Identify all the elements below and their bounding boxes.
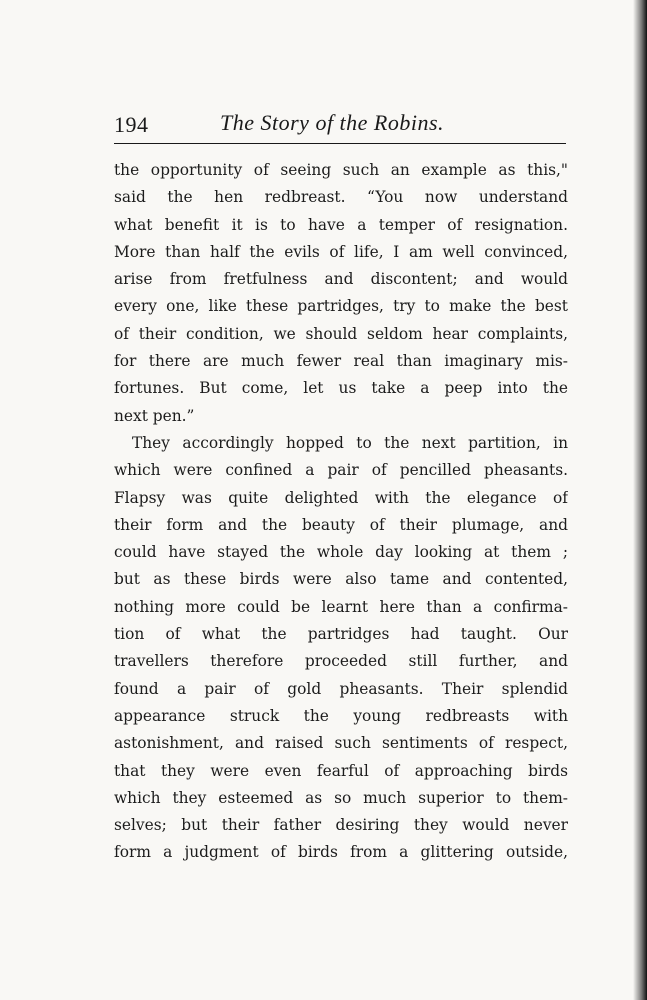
- body-text: [114, 157, 568, 867]
- text-line: Flapsy was quite delighted with the elegance of: [114, 488, 568, 507]
- text-line: arise from fretfulness and discontent; and would: [114, 270, 568, 289]
- text-line: found a pair of gold pheasants. Their splendid: [114, 679, 568, 698]
- text-line: could have stayed the whole day looking at them ;: [114, 543, 568, 562]
- text-line: of their condition, we should seldom hear complaints,: [114, 324, 568, 343]
- text-line: astonishment, and raised such sentiments of respect,: [114, 734, 568, 753]
- text-line: which were confined a pair of pencilled pheasants.: [114, 461, 568, 480]
- page-edge-shadow: [633, 0, 647, 1000]
- paragraph: [114, 157, 568, 430]
- text-line: what benefit it is to have a temper of resignation.: [114, 215, 568, 234]
- running-title: The Story of the Robins.: [220, 110, 445, 135]
- text-line: form a judgment of birds from a glittering outside,: [114, 843, 568, 862]
- text-line: nothing more could be learnt here than a confirma-: [114, 597, 568, 616]
- text-line: appearance struck the young redbreasts with: [114, 706, 568, 725]
- text-line: said the hen redbreast. “You now understand: [114, 188, 568, 207]
- text-line: selves; but their father desiring they would never: [114, 816, 568, 835]
- text-line: that they were even fearful of approaching birds: [114, 761, 568, 780]
- page-number: 194: [114, 112, 149, 137]
- header-rule: [114, 143, 566, 144]
- text-line: which they esteemed as so much superior to them-: [114, 788, 568, 807]
- text-line: fortunes. But come, let us take a peep into the: [114, 379, 568, 398]
- text-line: their form and the beauty of their plumage, and: [114, 515, 568, 534]
- text-line: next pen.”: [114, 406, 195, 425]
- text-line: travellers therefore proceeded still further, and: [114, 652, 568, 671]
- text-line: tion of what the partridges had taught. Our: [114, 625, 568, 644]
- text-line: the opportunity of seeing such an example as this,": [114, 161, 568, 179]
- text-line: but as these birds were also tame and contented,: [114, 570, 568, 589]
- page-header: [114, 106, 566, 140]
- paragraph: [114, 430, 568, 867]
- text-line: More than half the evils of life, I am well convinced,: [114, 242, 568, 261]
- text-line: They accordingly hopped to the next partition, in: [132, 433, 568, 452]
- text-line: for there are much fewer real than imaginary mis-: [114, 352, 568, 371]
- text-line: every one, like these partridges, try to make the best: [114, 297, 568, 316]
